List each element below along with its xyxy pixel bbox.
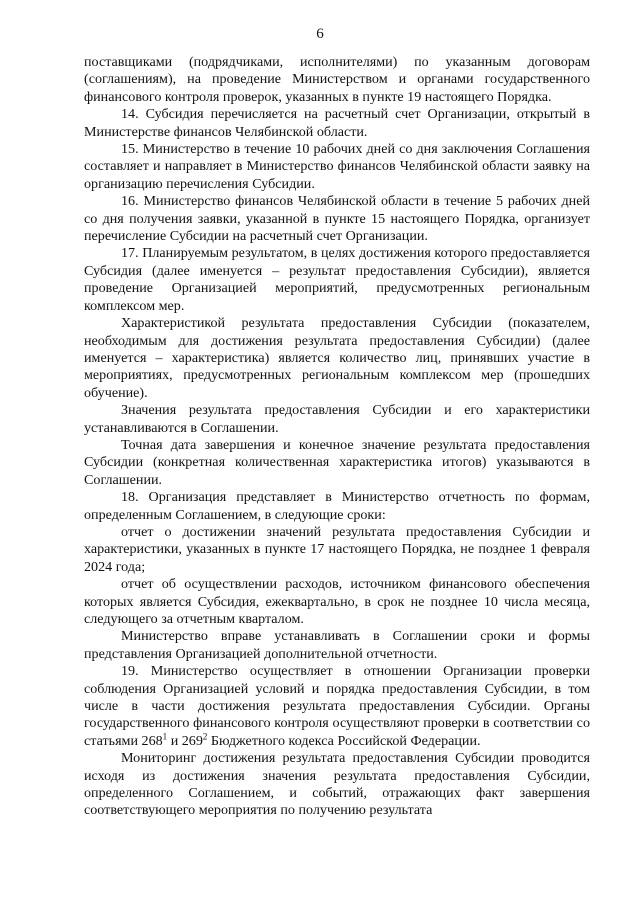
paragraph-continuation: поставщиками (подрядчиками, исполнителями) по указанным договорам (соглашениям), на проведение Министерством и органами государственного финансового контроля проверок, указанных в пункте 19 настоящего Порядка. — [84, 54, 590, 105]
paragraph-18: 18. Организация представляет в Министерство отчетность по формам, определенным Соглашением, в следующие сроки: — [84, 489, 590, 523]
document-body — [84, 54, 590, 820]
paragraph-18-additional: Министерство вправе устанавливать в Соглашении сроки и формы представления Организацией дополнительной отчетности. — [84, 628, 590, 662]
paragraph-19-text: 19. Министерство осуществляет в отношении Организации проверки соблюдения Организацией условий и порядка предоставления Субсидии, в том числе в части достижения результата предоставления Субсидии. Органы государственного финансового контроля осуществляют проверки в соответствии со статьями 268 — [84, 663, 590, 749]
paragraph-monitoring: Мониторинг достижения результата предоставления Субсидии проводится исходя из достижения значения результата предоставления Субсидии, определенного Соглашением, и событий, отражающих факт завершения соответствующего мероприятия по получению результата — [84, 750, 590, 819]
paragraph-15: 15. Министерство в течение 10 рабочих дней со дня заключения Соглашения составляет и направляет в Министерство финансов Челябинской области заявку на организацию перечисления Субсидии. — [84, 141, 590, 192]
paragraph-14: 14. Субсидия перечисляется на расчетный счет Организации, открытый в Министерстве финансов Челябинской области. — [84, 106, 590, 140]
paragraph-17-values: Значения результата предоставления Субсидии и его характеристики устанавливаются в Соглашении. — [84, 402, 590, 436]
paragraph-18-report-results: отчет о достижении значений результата предоставления Субсидии и характеристики, указанных в пункте 17 настоящего Порядка, не позднее 1 февраля 2024 года; — [84, 523, 590, 575]
page-number: 6 — [316, 26, 324, 42]
paragraph-16: 16. Министерство финансов Челябинской области в течение 5 рабочих дней со дня получения заявки, указанной в пункте 15 настоящего Порядка, организует перечисление Субсидии на расчетный счет Организации. — [84, 193, 590, 245]
superscript-1: 1 — [162, 731, 168, 742]
paragraph-19-text-mid: и 269 — [167, 732, 203, 749]
paragraph-19 — [84, 663, 590, 750]
paragraph-17: 17. Планируемым результатом, в целях достижения которого предоставляется Субсидия (далее именуется – результат предоставления Субсидии), является проведение Организацией мероприятий, предусмотренных региональным комплексом мер. — [84, 245, 590, 314]
paragraph-19-text-end: Бюджетного кодекса Российской Федерации. — [207, 732, 481, 749]
paragraph-17-date: Точная дата завершения и конечное значение результата предоставления Субсидии (конкретная количественная характеристика итогов) указываются в Соглашении. — [84, 436, 590, 488]
paragraph-18-report-expenses: отчет об осуществлении расходов, источником финансового обеспечения которых является Субсидия, ежеквартально, в срок не позднее 10 числа месяца, следующего за отчетным кварталом. — [84, 576, 590, 627]
paragraph-17-characteristic: Характеристикой результата предоставления Субсидии (показателем, необходимым для достижения результата предоставления Субсидии) (далее именуется – характеристика) является количество лиц, принявших участие в мероприятиях, предусмотренных региональным комплексом мер (прошедших обучение). — [84, 315, 590, 401]
superscript-2: 2 — [202, 731, 208, 742]
